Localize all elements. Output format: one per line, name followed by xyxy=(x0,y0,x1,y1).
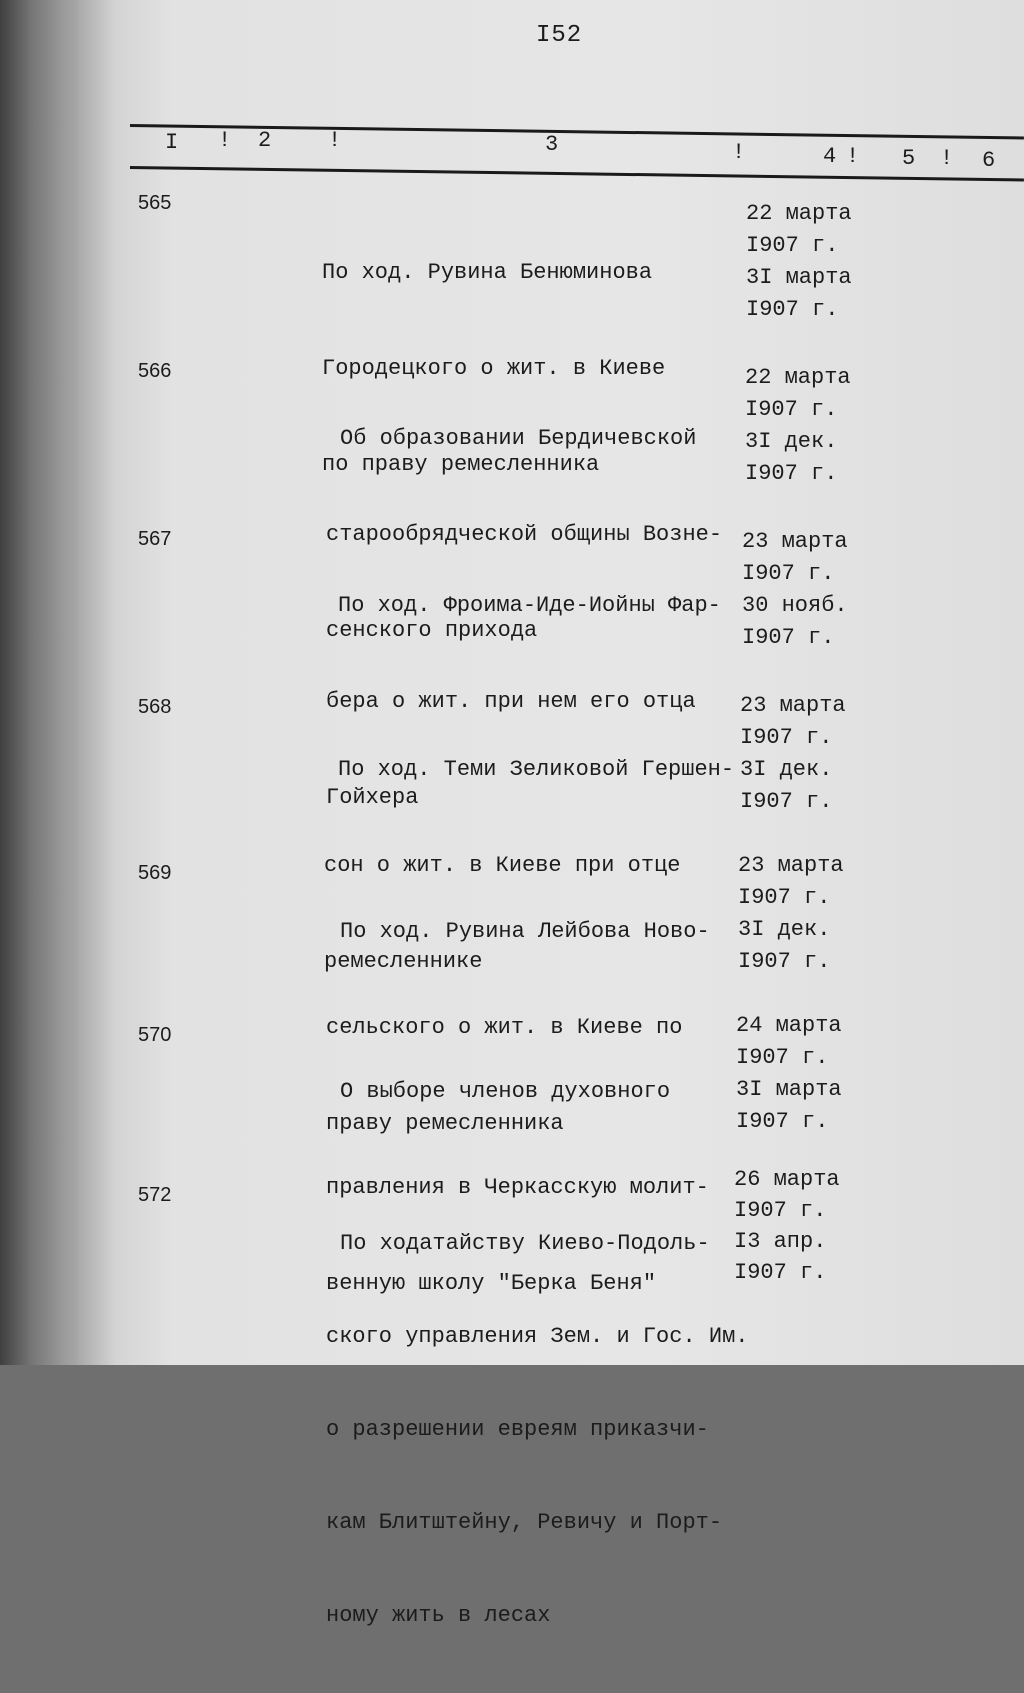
start-date: 23 марта xyxy=(742,529,848,554)
description-line: сон о жит. в Киеве при отце xyxy=(324,853,681,878)
entry-dates xyxy=(738,850,898,978)
entry-number: 566 xyxy=(138,360,172,382)
column-separator: ! xyxy=(328,128,342,153)
description-line: О выборе членов духовного xyxy=(340,1079,671,1104)
end-year: I907 г. xyxy=(740,789,833,814)
entry-number: 572 xyxy=(138,1184,172,1206)
end-date: 3I марта xyxy=(746,265,852,290)
description-line: ского управления Зем. и Гос. Им. xyxy=(326,1324,749,1349)
description-line: старообрядческой общины Возне- xyxy=(326,522,723,547)
end-date: 3I дек. xyxy=(745,429,838,454)
description-line: бера о жит. при нем его отца xyxy=(326,689,696,714)
start-year: I907 г. xyxy=(734,1198,827,1223)
start-date: 24 марта xyxy=(736,1013,842,1038)
entry-description xyxy=(326,1166,760,1693)
end-year: I907 г. xyxy=(742,625,835,650)
description-line: По ход. Фроима-Иде-Иойны Фар- xyxy=(338,593,721,618)
start-year: I907 г. xyxy=(738,885,831,910)
end-year: I907 г. xyxy=(746,297,839,322)
entry-number: 568 xyxy=(138,696,172,718)
entry-dates xyxy=(740,690,900,818)
column-header-6: 6 xyxy=(982,148,996,173)
description-line: кам Блитштейну, Ревичу и Порт- xyxy=(326,1510,723,1535)
entry-dates xyxy=(736,1010,896,1138)
column-header-2: 2 xyxy=(258,128,272,153)
description-line: праву ремесленника xyxy=(326,1111,564,1136)
description-line: Гойхера xyxy=(326,785,419,810)
description-line: Об образовании Бердичевской xyxy=(340,426,697,451)
entry-number: 567 xyxy=(138,528,172,550)
description-line: сельского о жит. в Киеве по xyxy=(326,1015,683,1040)
description-line: Городецкого о жит. в Киеве xyxy=(322,356,666,381)
entry-dates xyxy=(734,1164,894,1288)
entry-number: 565 xyxy=(138,192,172,214)
start-date: 22 марта xyxy=(746,201,852,226)
description-line: по праву ремесленника xyxy=(322,452,600,477)
start-date: 23 марта xyxy=(740,693,846,718)
entry-dates xyxy=(742,526,902,654)
end-year: I907 г. xyxy=(738,949,831,974)
start-year: I907 г. xyxy=(736,1045,829,1070)
entry-dates xyxy=(745,362,905,490)
entry-dates xyxy=(746,198,906,326)
column-header-1: I xyxy=(165,130,179,155)
end-date: 3I марта xyxy=(736,1077,842,1102)
description-line: правления в Черкасскую молит- xyxy=(326,1175,709,1200)
column-header-5: 5 xyxy=(902,146,916,171)
start-date: 22 марта xyxy=(745,365,851,390)
column-separator: ! xyxy=(732,140,746,165)
description-line: По ход. Рувина Бенюминова xyxy=(322,260,653,285)
column-separator: ! xyxy=(218,128,232,153)
end-year: I907 г. xyxy=(745,461,838,486)
end-date: 3I дек. xyxy=(740,757,833,782)
column-header-3: 3 xyxy=(545,132,559,157)
description-line: сенского прихода xyxy=(326,618,538,643)
end-date: 30 нояб. xyxy=(742,593,848,618)
start-date: 26 марта xyxy=(734,1167,840,1192)
end-year: I907 г. xyxy=(734,1260,827,1285)
start-year: I907 г. xyxy=(746,233,839,258)
entry-number: 570 xyxy=(138,1024,172,1046)
start-year: I907 г. xyxy=(745,397,838,422)
end-date: I3 апр. xyxy=(734,1229,827,1254)
entry-number: 569 xyxy=(138,862,172,884)
start-year: I907 г. xyxy=(740,725,833,750)
column-header-4: 4 xyxy=(823,144,837,169)
end-year: I907 г. xyxy=(736,1109,829,1134)
page-number: I52 xyxy=(536,22,583,49)
description-line: ному жить в лесах xyxy=(326,1603,551,1628)
description-line: о разрешении евреям приказчи- xyxy=(326,1417,709,1442)
start-date: 23 марта xyxy=(738,853,844,878)
end-date: 3I дек. xyxy=(738,917,831,942)
column-separator: ! xyxy=(940,146,954,171)
description-line: ремесленнике xyxy=(324,949,483,974)
description-line: По ход. Теми Зеликовой Гершен- xyxy=(338,757,735,782)
start-year: I907 г. xyxy=(742,561,835,586)
column-separator: ! xyxy=(846,144,860,169)
description-line: По ход. Рувина Лейбова Ново- xyxy=(340,919,710,944)
book-gutter xyxy=(0,0,80,1365)
description-line: По ходатайству Киево-Подоль- xyxy=(340,1231,710,1256)
description-line: венную школу "Берка Беня" xyxy=(326,1271,657,1296)
